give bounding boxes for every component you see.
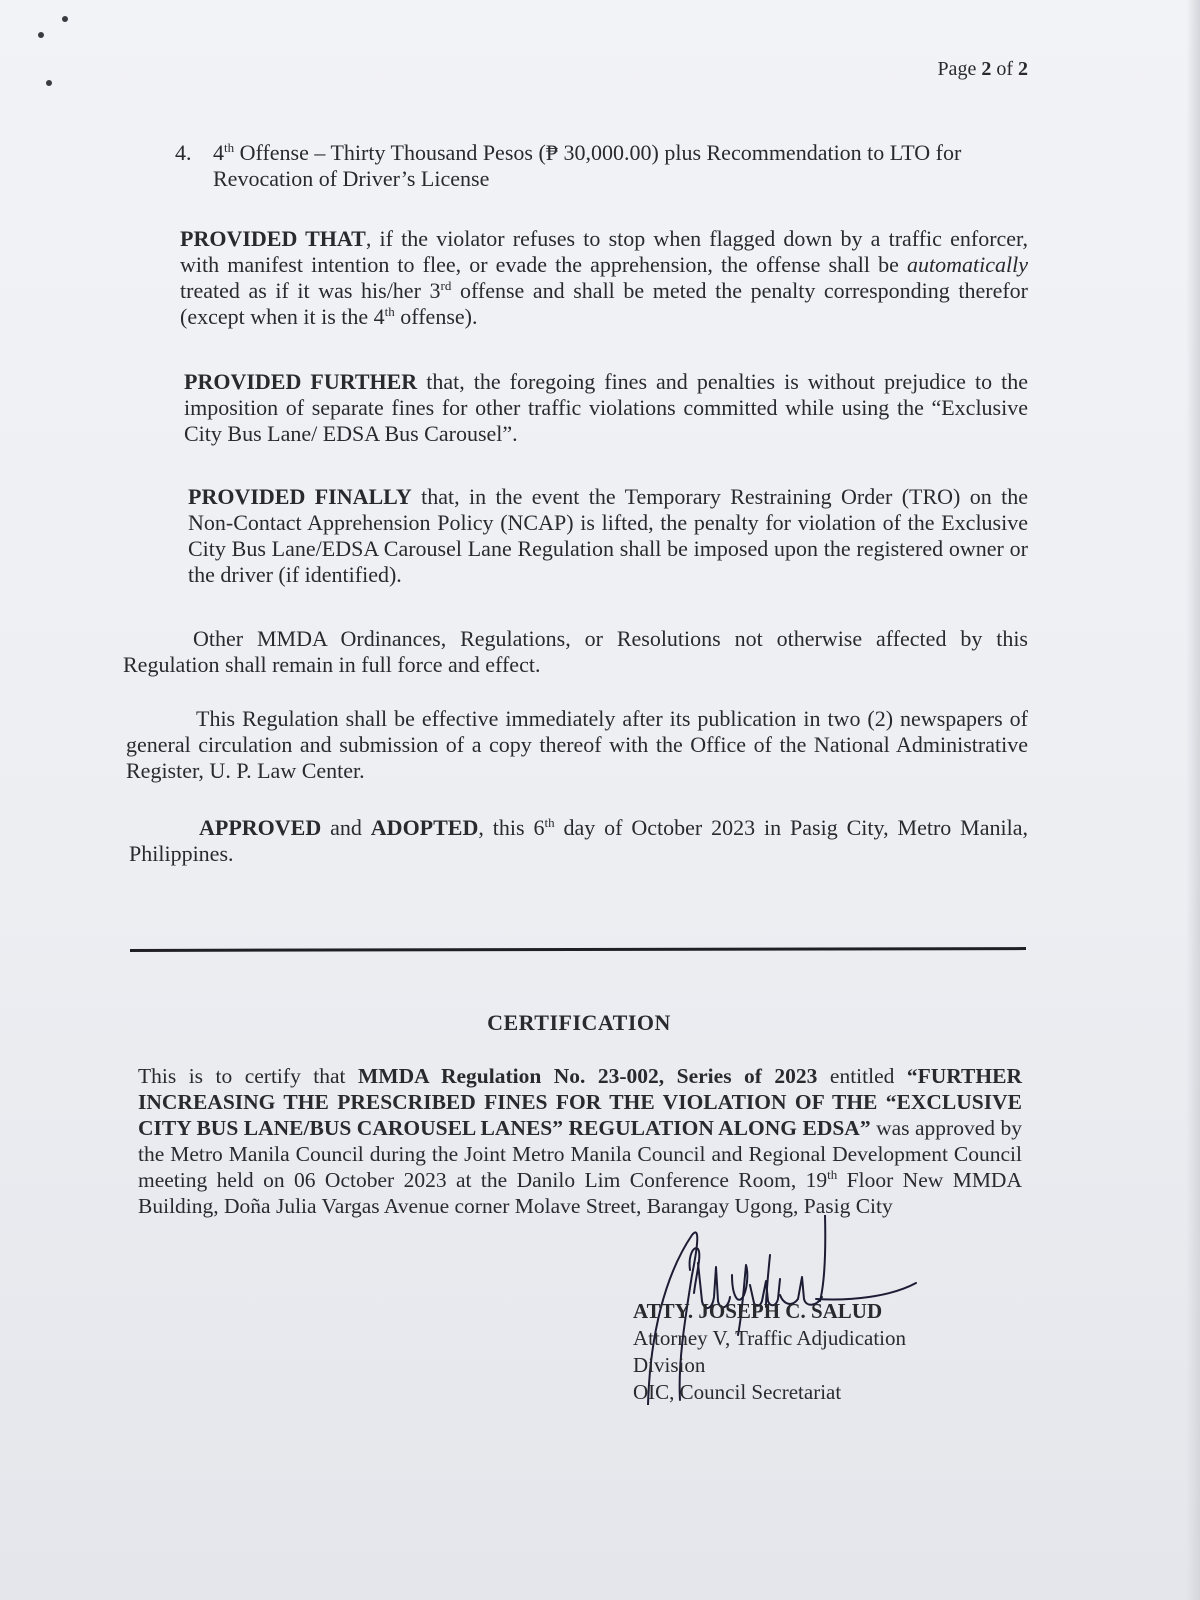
other-ordinances-paragraph: Other MMDA Ordinances, Regulations, or Resolutions not otherwise affected by this Regulation shall remain in full force and effect. [123, 626, 1028, 677]
penalty-item-4 [175, 140, 1035, 192]
paragraph-text: offense and shall be meted the penalty corresponding therefor (except when it is the 4 [180, 278, 1028, 329]
paragraph-text: offense). [394, 304, 478, 329]
item-text: Offense – Thirty Thousand Pesos (₱ 30,000.00) plus Recommendation to LTO for Revocation of Driver’s License [213, 140, 962, 191]
emphasis-text: automatically [907, 252, 1028, 277]
page-number-of: of [996, 58, 1013, 80]
provided-further-lead: PROVIDED FURTHER [184, 369, 418, 394]
provided-that-paragraph [180, 226, 1028, 330]
paragraph-text: day of October 2023 in Pasig City, Metro Manila, Philippines. [129, 815, 1028, 866]
paragraph-text: treated as if it was his/her 3 [180, 278, 441, 303]
paragraph-text: This is to certify that [138, 1064, 359, 1088]
paragraph-text: that, the foregoing fines and penalties is without prejudice to the imposition of separate fines for other traffic violations committed while using the “Exclusive City Bus Lane/ EDSA Bus Carousel”. [184, 369, 1028, 446]
paragraph-text: Floor New MMDA Building, Doña Julia Vargas Avenue corner Molave Street, Barangay Ugong, Pasig City [138, 1168, 1022, 1218]
horizontal-divider [130, 947, 1026, 952]
ordinal-suffix: th [827, 1167, 838, 1182]
paper-edge-shadow [1186, 0, 1200, 1600]
regulation-reference: MMDA Regulation No. 23-002, Series of 2023 [358, 1064, 818, 1088]
provided-that-lead: PROVIDED THAT [180, 226, 366, 251]
ordinal-suffix: rd [440, 278, 452, 293]
provided-finally-lead: PROVIDED FINALLY [188, 484, 412, 509]
paragraph-text: that, in the event the Temporary Restraining Order (TRO) on the Non-Contact Apprehension Policy (NCAP) is lifted, the penalty for violation of the Exclusive City Bus Lane/EDSA Carousel Lane Regulation shall be imposed upon the registered owner or the driver (if identified). [188, 484, 1029, 587]
item-ordinal: 4 [213, 140, 224, 165]
signatory-block [633, 1298, 906, 1406]
signatory-office: OIC, Council Secretariat [633, 1380, 842, 1404]
ordinal-suffix: th [544, 815, 555, 830]
approval-paragraph [129, 815, 1028, 867]
signatory-position: Division [633, 1353, 706, 1377]
page-number-current: 2 [981, 58, 992, 80]
certification-paragraph [138, 1063, 1022, 1219]
page-number-total: 2 [1018, 58, 1028, 80]
regulation-title: “FURTHER INCREASING THE PRESCRIBED FINES FOR THE VIOLATION OF THE “EXCLUSIVE CITY BUS LANE/BUS CAROUSEL LANES” REGULATION ALONG EDSA” [138, 1064, 1022, 1140]
paragraph-text: and [321, 815, 371, 840]
paragraph-text: was approved by the Metro Manila Council during the Joint Metro Manila Council and Regional Development Council meeting held on 06 October 2023 at the Danilo Lim Conference Room, 19 [138, 1116, 1022, 1192]
item-number: 4. [175, 140, 192, 165]
page-number [937, 58, 1028, 81]
page-number-label: Page [937, 58, 977, 80]
paragraph-text: , this 6 [478, 815, 545, 840]
provided-finally-paragraph [188, 484, 1028, 588]
certification-title: CERTIFICATION [487, 1010, 671, 1035]
punch-mark [38, 32, 44, 38]
ordinal-suffix: th [224, 140, 235, 155]
provided-further-paragraph [184, 369, 1028, 447]
signatory-position: Attorney V, Traffic Adjudication [633, 1326, 906, 1350]
effectivity-paragraph: This Regulation shall be effective immediately after its publication in two (2) newspapers of general circulation and submission of a copy thereof with the Office of the National Administrative Register, U. P. Law Center. [126, 706, 1028, 783]
paragraph-text: , if the violator refuses to stop when flagged down by a traffic enforcer, with manifest intention to flee, or evade the apprehension, the offense shall be [180, 226, 1028, 277]
ordinal-suffix: th [384, 304, 395, 319]
approved-word: APPROVED [199, 815, 322, 840]
adopted-word: ADOPTED [370, 815, 479, 840]
punch-mark [62, 16, 68, 22]
punch-mark [46, 80, 52, 86]
paragraph-text: entitled [817, 1064, 907, 1088]
signatory-name: ATTY. JOSEPH C. SALUD [633, 1299, 883, 1323]
